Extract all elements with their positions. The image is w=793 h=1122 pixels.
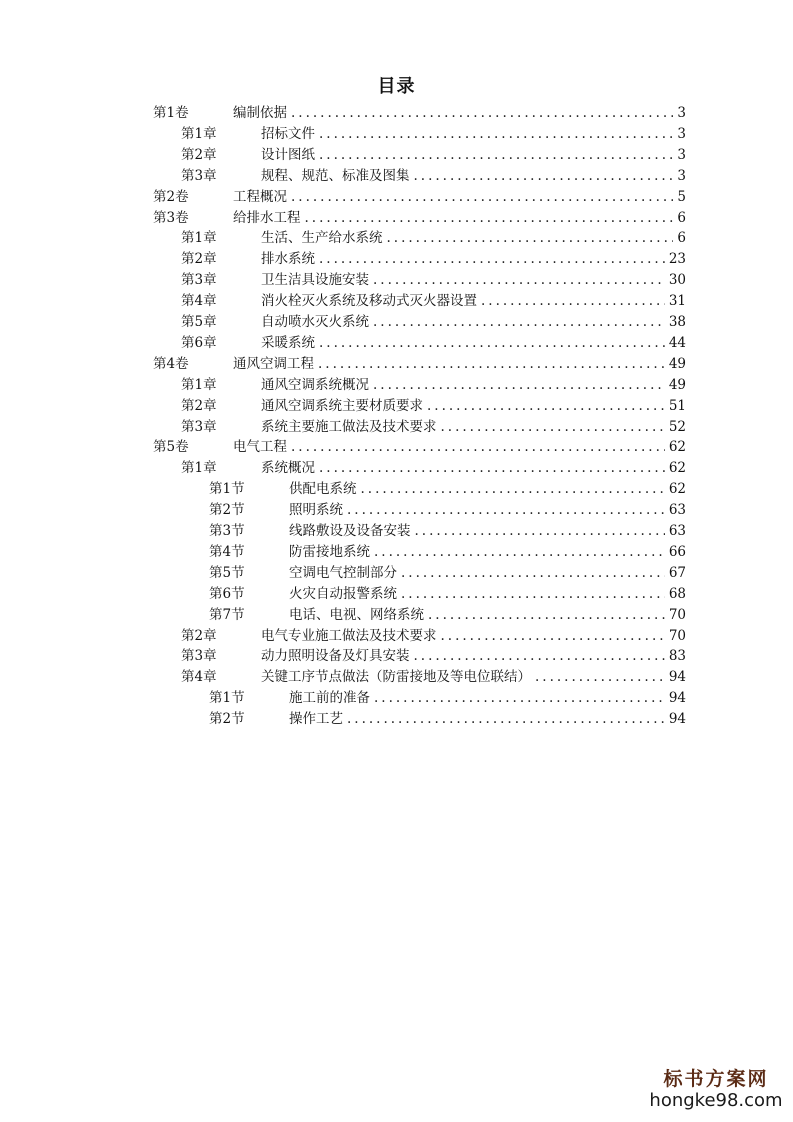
toc-entry-title: 给排水工程 [233, 209, 301, 226]
toc-entry[interactable] [209, 521, 686, 542]
toc-entry-label: 第3章 [181, 167, 217, 184]
toc-entry-label: 第3章 [181, 272, 217, 289]
toc-entry[interactable] [181, 166, 686, 187]
toc-entry-title: 通风空调系统主要材质要求 [261, 397, 423, 414]
toc-entry-label: 第4节 [209, 543, 245, 560]
toc-entry[interactable] [209, 605, 686, 626]
toc-entry-label: 第2卷 [153, 188, 189, 205]
toc-entry-title: 自动喷水灭火系统 [261, 314, 369, 330]
toc-entry-label: 第6节 [209, 585, 245, 602]
toc-dot-leader [401, 563, 665, 584]
toc-entry[interactable] [181, 249, 686, 270]
toc-entry-label: 第1章 [181, 376, 217, 393]
toc-dot-leader [441, 626, 665, 647]
toc-dot-leader [373, 270, 665, 291]
toc-entry-page-number: 6 [677, 230, 686, 247]
toc-dot-leader [319, 458, 665, 479]
toc-entry-title: 招标文件 [261, 125, 315, 142]
toc-entry[interactable] [209, 584, 686, 605]
toc-entry-title: 关键工序节点做法（防雷接地及等电位联结） [261, 669, 531, 686]
toc-entry-page-number: 23 [668, 251, 686, 268]
toc-dot-leader [319, 249, 665, 270]
toc-entry[interactable] [181, 375, 686, 396]
toc-dot-leader [428, 605, 665, 626]
watermark-chinese-text: 标书方案网 [663, 1068, 769, 1090]
toc-entry-title: 系统概况 [261, 460, 315, 477]
toc-dot-leader [373, 312, 665, 333]
toc-entry-label: 第2章 [181, 251, 217, 268]
toc-dot-leader [427, 396, 665, 417]
toc-entry[interactable] [181, 458, 686, 479]
toc-entry-title: 供配电系统 [289, 481, 357, 498]
toc-entry-page-number: 94 [668, 690, 686, 707]
toc-entry[interactable] [209, 479, 686, 500]
toc-entry[interactable] [181, 417, 686, 438]
toc-entry-page-number: 66 [668, 543, 686, 560]
toc-entry-page-number: 30 [668, 272, 686, 289]
toc-entry-title: 设计图纸 [261, 146, 315, 163]
toc-entry-title: 排水系统 [261, 251, 315, 268]
toc-dot-leader [387, 228, 674, 249]
toc-entry-page-number: 3 [677, 167, 686, 184]
toc-entry-page-number: 83 [668, 648, 686, 665]
toc-entry[interactable] [209, 542, 686, 563]
toc-dot-leader [373, 375, 665, 396]
toc-entry-label: 第3章 [181, 648, 217, 665]
toc-entry-page-number: 70 [668, 606, 686, 623]
toc-entry-label: 第6章 [181, 334, 217, 351]
toc-entry-label: 第1节 [209, 690, 245, 707]
watermark-url-text: hongke98.com [649, 1090, 783, 1111]
toc-entry-title: 系统主要施工做法及技术要求 [261, 418, 437, 435]
toc-entry-title: 电气专业施工做法及技术要求 [261, 627, 437, 644]
toc-entry-title: 防雷接地系统 [289, 543, 370, 560]
site-watermark [646, 1068, 786, 1112]
toc-entry-label: 第4卷 [153, 355, 189, 372]
toc-entry[interactable] [153, 208, 686, 229]
toc-entry-label: 第4章 [181, 669, 217, 686]
toc-entry-title: 电话、电视、网络系统 [289, 606, 424, 623]
toc-dot-leader [441, 417, 665, 438]
toc-entry-page-number: 94 [668, 669, 686, 686]
toc-dot-leader [291, 437, 665, 458]
toc-entry-page-number: 62 [668, 439, 686, 456]
toc-entry-page-number: 62 [668, 460, 686, 477]
toc-entry-title: 空调电气控制部分 [289, 564, 397, 581]
toc-entry-label: 第1章 [181, 230, 217, 247]
toc-entry-label: 第3卷 [153, 209, 189, 226]
toc-entry-title: 编制依据 [233, 105, 287, 121]
toc-entry-page-number: 49 [668, 376, 686, 393]
toc-entry-label: 第2章 [181, 627, 217, 644]
toc-entry-title: 采暖系统 [261, 334, 315, 351]
toc-entry[interactable] [181, 396, 686, 417]
toc-dot-leader [319, 124, 673, 145]
toc-dot-leader [318, 354, 665, 375]
toc-entry[interactable] [181, 626, 686, 647]
toc-entry[interactable] [209, 709, 686, 730]
toc-entry-label: 第3章 [181, 418, 217, 435]
toc-entry-page-number: 68 [668, 585, 686, 602]
toc-entry-page-number: 44 [668, 334, 686, 351]
toc-entry-label: 第2章 [181, 146, 217, 163]
toc-entry-page-number: 51 [668, 397, 686, 414]
toc-entry[interactable] [181, 270, 686, 291]
toc-dot-leader [361, 479, 665, 500]
toc-entry-label: 第5节 [209, 564, 245, 581]
toc-entry-title: 电气工程 [233, 439, 287, 456]
toc-entry-title: 规程、规范、标准及图集 [261, 167, 410, 184]
toc-dot-leader [415, 521, 665, 542]
toc-entry-page-number: 3 [677, 105, 686, 121]
toc-entry-page-number: 94 [668, 711, 686, 728]
toc-entry[interactable] [153, 437, 686, 458]
toc-entry-label: 第1章 [181, 460, 217, 477]
toc-entry[interactable] [181, 228, 686, 249]
toc-dot-leader [401, 584, 665, 605]
toc-entry-title: 卫生洁具设施安装 [261, 272, 369, 289]
toc-entry-page-number: 63 [668, 502, 686, 519]
toc-entry-page-number: 5 [677, 188, 686, 205]
toc-entry-title: 火灾自动报警系统 [289, 585, 397, 602]
toc-dot-leader [291, 187, 673, 208]
toc-entry-title: 线路敷设及设备安装 [289, 523, 411, 539]
toc-dot-leader [414, 646, 665, 667]
toc-entry[interactable] [209, 563, 686, 584]
toc-entry-label: 第2节 [209, 711, 245, 728]
toc-entry-title: 生活、生产给水系统 [261, 230, 383, 247]
toc-dot-leader [319, 145, 673, 166]
toc-entry-title: 通风空调工程 [233, 355, 314, 372]
toc-entry[interactable] [181, 646, 686, 667]
toc-entry[interactable] [181, 312, 686, 333]
toc-entry-title: 施工前的准备 [289, 690, 370, 707]
toc-entry[interactable] [181, 291, 686, 312]
toc-entry-page-number: 3 [677, 146, 686, 163]
toc-entry[interactable] [181, 333, 686, 354]
toc-entry-label: 第7节 [209, 606, 245, 623]
toc-entry[interactable] [153, 354, 686, 375]
toc-entry-page-number: 70 [668, 627, 686, 644]
page-title: 目录 [377, 76, 416, 97]
toc-dot-leader [414, 166, 674, 187]
toc-entry[interactable] [153, 187, 686, 208]
toc-entry-label: 第3节 [209, 523, 245, 539]
toc-entry-page-number: 49 [668, 355, 686, 372]
toc-entry[interactable] [181, 124, 686, 145]
toc-dot-leader [374, 688, 665, 709]
toc-entry-label: 第1节 [209, 481, 245, 498]
toc-entry-label: 第5卷 [153, 439, 189, 456]
toc-dot-leader [319, 333, 665, 354]
toc-entry-title: 通风空调系统概况 [261, 376, 369, 393]
toc-entry-page-number: 3 [677, 125, 686, 142]
toc-entry-page-number: 31 [668, 293, 686, 310]
toc-entry-label: 第2章 [181, 397, 217, 414]
toc-entry-title: 工程概况 [233, 188, 287, 205]
toc-dot-leader [347, 709, 665, 730]
toc-entry-page-number: 6 [677, 209, 686, 226]
toc-entry-page-number: 62 [668, 481, 686, 498]
toc-entry[interactable] [153, 103, 686, 124]
toc-entry-page-number: 67 [668, 564, 686, 581]
toc-dot-leader [481, 291, 665, 312]
toc-entry-title: 照明系统 [289, 502, 343, 519]
toc-entry-title: 消火栓灭火系统及移动式灭火器设置 [261, 293, 477, 310]
toc-entry-label: 第2节 [209, 502, 245, 519]
toc-entry-page-number: 63 [668, 523, 686, 539]
toc-dot-leader [535, 667, 665, 688]
toc-entry-label: 第5章 [181, 314, 217, 330]
toc-dot-leader [347, 500, 665, 521]
toc-entry[interactable] [209, 688, 686, 709]
toc-entry-title: 操作工艺 [289, 711, 343, 728]
toc-entry-title: 动力照明设备及灯具安装 [261, 648, 410, 665]
toc-dot-leader [291, 103, 673, 124]
toc-entry-label: 第4章 [181, 293, 217, 310]
toc-entry-label: 第1章 [181, 125, 217, 142]
toc-entry[interactable] [181, 145, 686, 166]
toc-entry-label: 第1卷 [153, 105, 189, 121]
toc-entry[interactable] [209, 500, 686, 521]
toc-dot-leader [305, 208, 674, 229]
toc-entry-page-number: 52 [668, 418, 686, 435]
toc-entry[interactable] [181, 667, 686, 688]
toc-entry-page-number: 38 [668, 314, 686, 330]
toc-dot-leader [374, 542, 665, 563]
